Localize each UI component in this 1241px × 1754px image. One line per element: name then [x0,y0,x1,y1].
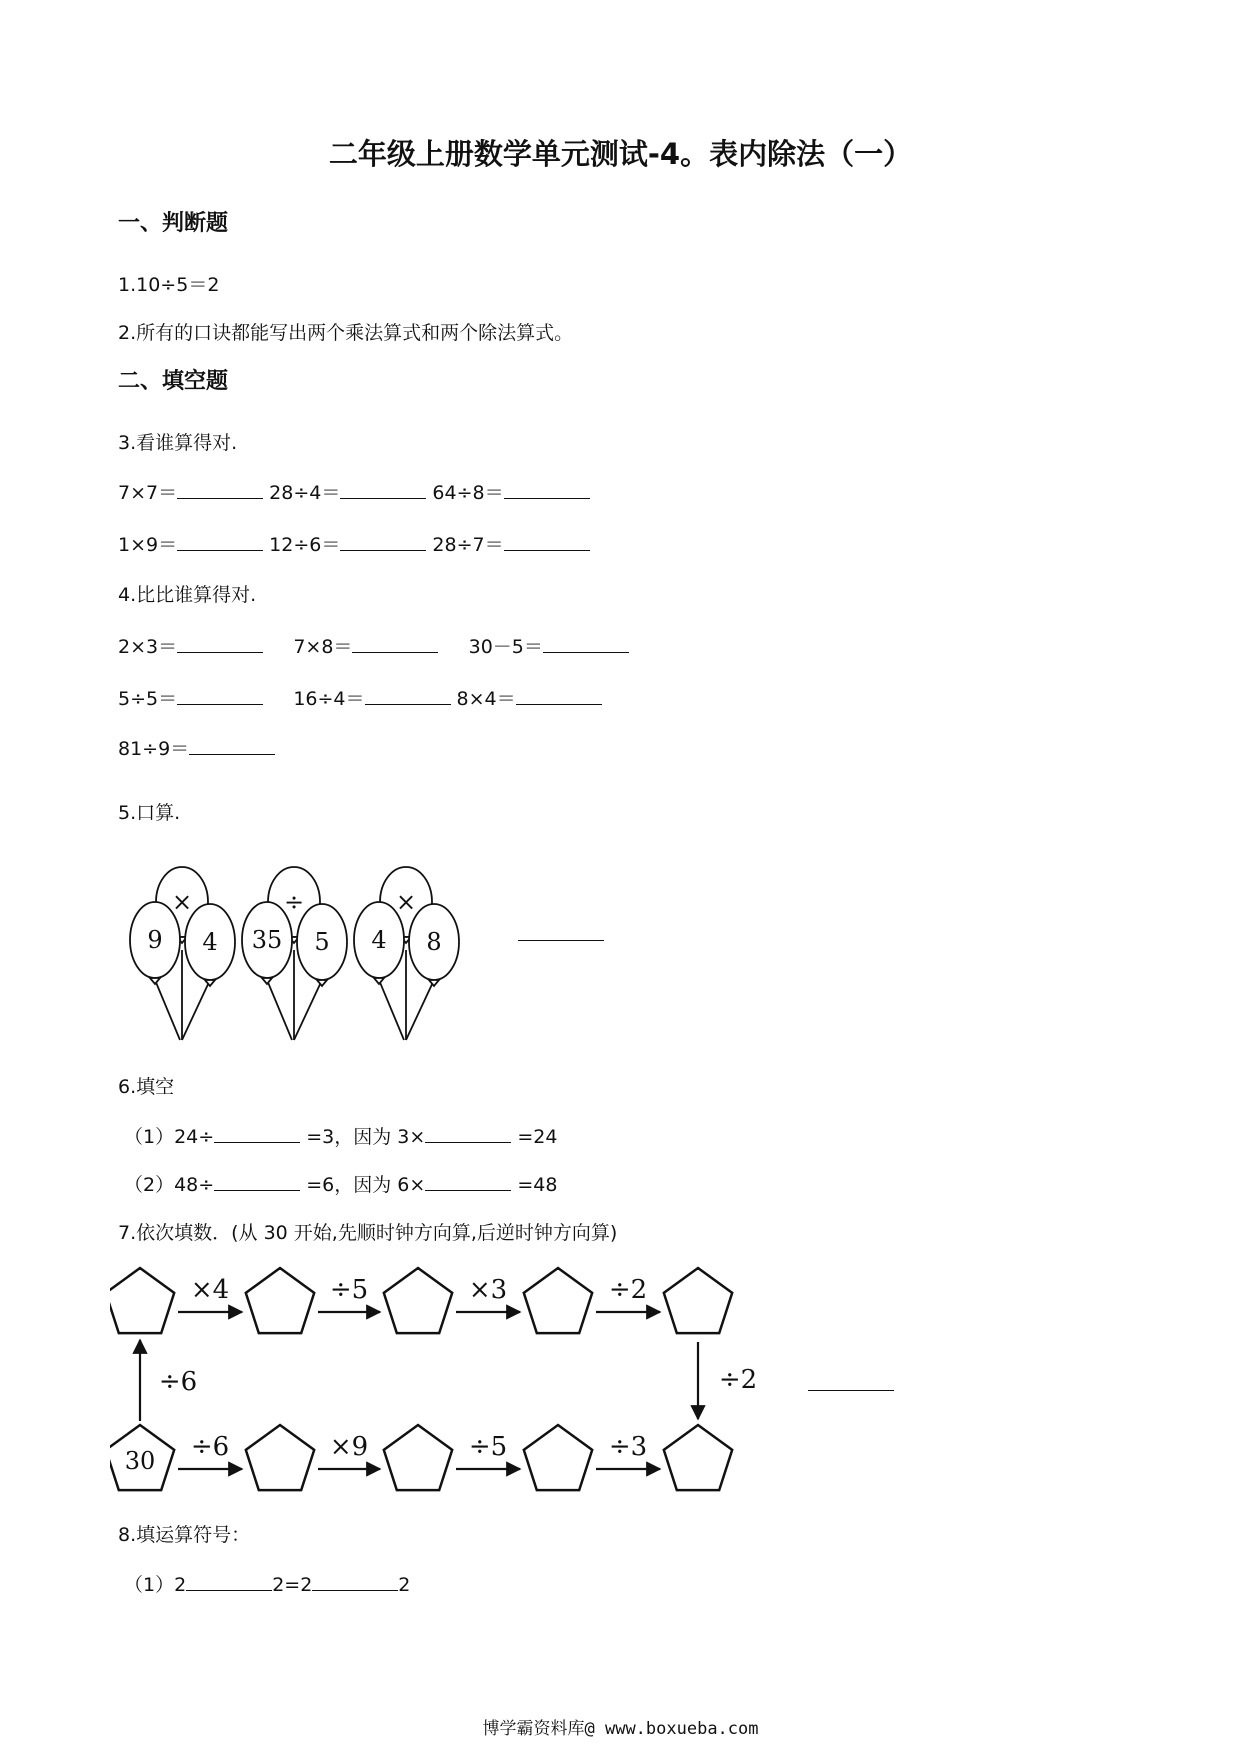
question-6-part-2 [124,1170,557,1197]
section-heading-fill-blank: 二、填空题 [118,369,229,394]
q4-r2-expr-2: 16÷4＝ [293,688,365,710]
balloon-operator: ÷ [283,888,305,916]
q3-r1-expr-1: 7×7＝ [118,482,178,504]
balloon-left-number: 4 [371,926,387,954]
operation-label: ÷2 [718,1365,758,1395]
balloon-group [354,867,459,1040]
operation-label: ÷6 [190,1432,230,1462]
q4-r1-expr-2: 7×8＝ [293,636,353,658]
q4-r2-expr-3: 8×4＝ [456,688,516,710]
balloon-operator: × [171,888,193,916]
q6-p2-text-b: =6，因为 6× [306,1174,426,1196]
answer-blank[interactable] [543,634,629,653]
balloon-knot [374,978,384,984]
question-4-row-3 [118,734,275,761]
operation-label: ×3 [468,1275,508,1305]
balloon-operator: × [395,888,417,916]
question-4-row-1 [118,632,629,659]
question-6-part-1 [124,1122,557,1149]
q8-p1-text-b: 2=2 [272,1574,313,1596]
operation-label: ×9 [329,1432,369,1462]
answer-blank[interactable] [340,532,426,551]
q6-p2-text-a: （2）48÷ [124,1174,215,1196]
page-title: 二年级上册数学单元测试-4。表内除法（一） [328,137,913,171]
balloon-knot [205,980,215,986]
operation-label: ÷3 [608,1432,648,1462]
q4-r2-expr-1: 5÷5＝ [118,688,178,710]
q6-p2-text-c: =48 [517,1174,558,1196]
q4-r1-expr-1: 2×3＝ [118,636,178,658]
q8-p1-text-c: 2 [398,1574,411,1596]
pentagon-box [110,1268,174,1333]
answer-blank[interactable] [425,1124,511,1143]
answer-blank[interactable] [518,940,604,941]
answer-blank[interactable] [186,1572,272,1591]
balloon-knot [150,978,160,984]
question-1: 1.10÷5＝2 [118,274,220,296]
balloon-groups [120,850,640,1050]
answer-blank[interactable] [214,1124,300,1143]
q3-r2-expr-1: 1×9＝ [118,534,178,556]
answer-blank[interactable] [214,1172,300,1191]
answer-blank[interactable] [352,634,438,653]
question-7-prompt: 7.依次填数．(从 30 开始,先顺时钟方向算,后逆时钟方向算) [118,1222,618,1244]
balloon-right-number: 8 [426,928,442,956]
q3-r1-expr-2: 28÷4＝ [269,482,341,504]
operation-label: ÷2 [608,1275,648,1305]
q3-r1-expr-3: 64÷8＝ [432,482,504,504]
answer-blank[interactable] [504,480,590,499]
pentagon-box [246,1425,314,1490]
answer-blank[interactable] [425,1172,511,1191]
q8-p1-text-a: （1）2 [124,1574,187,1596]
question-8-prompt: 8.填运算符号： [118,1524,251,1546]
answer-blank[interactable] [516,686,602,705]
answer-blank[interactable] [177,686,263,705]
question-5-prompt: 5.口算. [118,802,181,824]
q6-p1-text-b: =3，因为 3× [306,1126,426,1148]
balloon-knot [429,980,439,986]
question-3-prompt: 3.看谁算得对. [118,432,238,454]
question-4-prompt: 4.比比谁算得对. [118,584,257,606]
answer-blank[interactable] [177,634,263,653]
q3-r2-expr-2: 12÷6＝ [269,534,341,556]
operation-label: ÷6 [158,1367,198,1397]
footer-watermark: 博学霸资料库@ www.boxueba.com [482,1719,759,1739]
pentagon-box [664,1425,732,1490]
pentagon-box [524,1425,592,1490]
question-8-part-1 [124,1570,410,1597]
answer-blank[interactable] [312,1572,398,1591]
q4-r3-expr-1: 81÷9＝ [118,738,190,760]
balloon-group [130,867,235,1040]
answer-blank[interactable] [177,480,263,499]
balloon-group [242,867,347,1040]
q6-p1-text-c: =24 [517,1126,558,1148]
operation-label: ÷5 [468,1432,508,1462]
balloon-left-number: 35 [251,926,283,954]
answer-blank[interactable] [365,686,451,705]
operation-label: ÷5 [329,1275,369,1305]
q4-r1-expr-3: 30－5＝ [468,636,543,658]
balloon-right-number: 5 [314,928,330,956]
answer-blank[interactable] [340,480,426,499]
pentagon-box [524,1268,592,1333]
q3-r2-expr-3: 28÷7＝ [432,534,504,556]
pentagon-box [384,1425,452,1490]
pentagon-box [246,1268,314,1333]
answer-blank[interactable] [177,532,263,551]
pentagon-box [384,1268,452,1333]
balloon-knot [262,978,272,984]
balloon-knot [317,980,327,986]
question-6-prompt: 6.填空 [118,1076,175,1098]
q6-p1-text-a: （1）24÷ [124,1126,215,1148]
section-heading-judgement: 一、判断题 [118,211,229,236]
question-2: 2.所有的口诀都能写出两个乘法算式和两个除法算式。 [118,322,574,344]
answer-blank[interactable] [189,736,275,755]
question-4-row-2 [118,684,602,711]
question-3-row-1 [118,478,590,505]
question-3-row-2 [118,530,590,557]
balloon-left-number: 9 [147,926,163,954]
answer-blank[interactable] [808,1390,894,1391]
pentagon-start-value: 30 [124,1447,156,1475]
balloon-right-number: 4 [202,928,218,956]
operation-label: ×4 [190,1275,230,1305]
answer-blank[interactable] [504,532,590,551]
pentagon-box [664,1268,732,1333]
pentagon-cycle-diagram [110,1255,910,1495]
